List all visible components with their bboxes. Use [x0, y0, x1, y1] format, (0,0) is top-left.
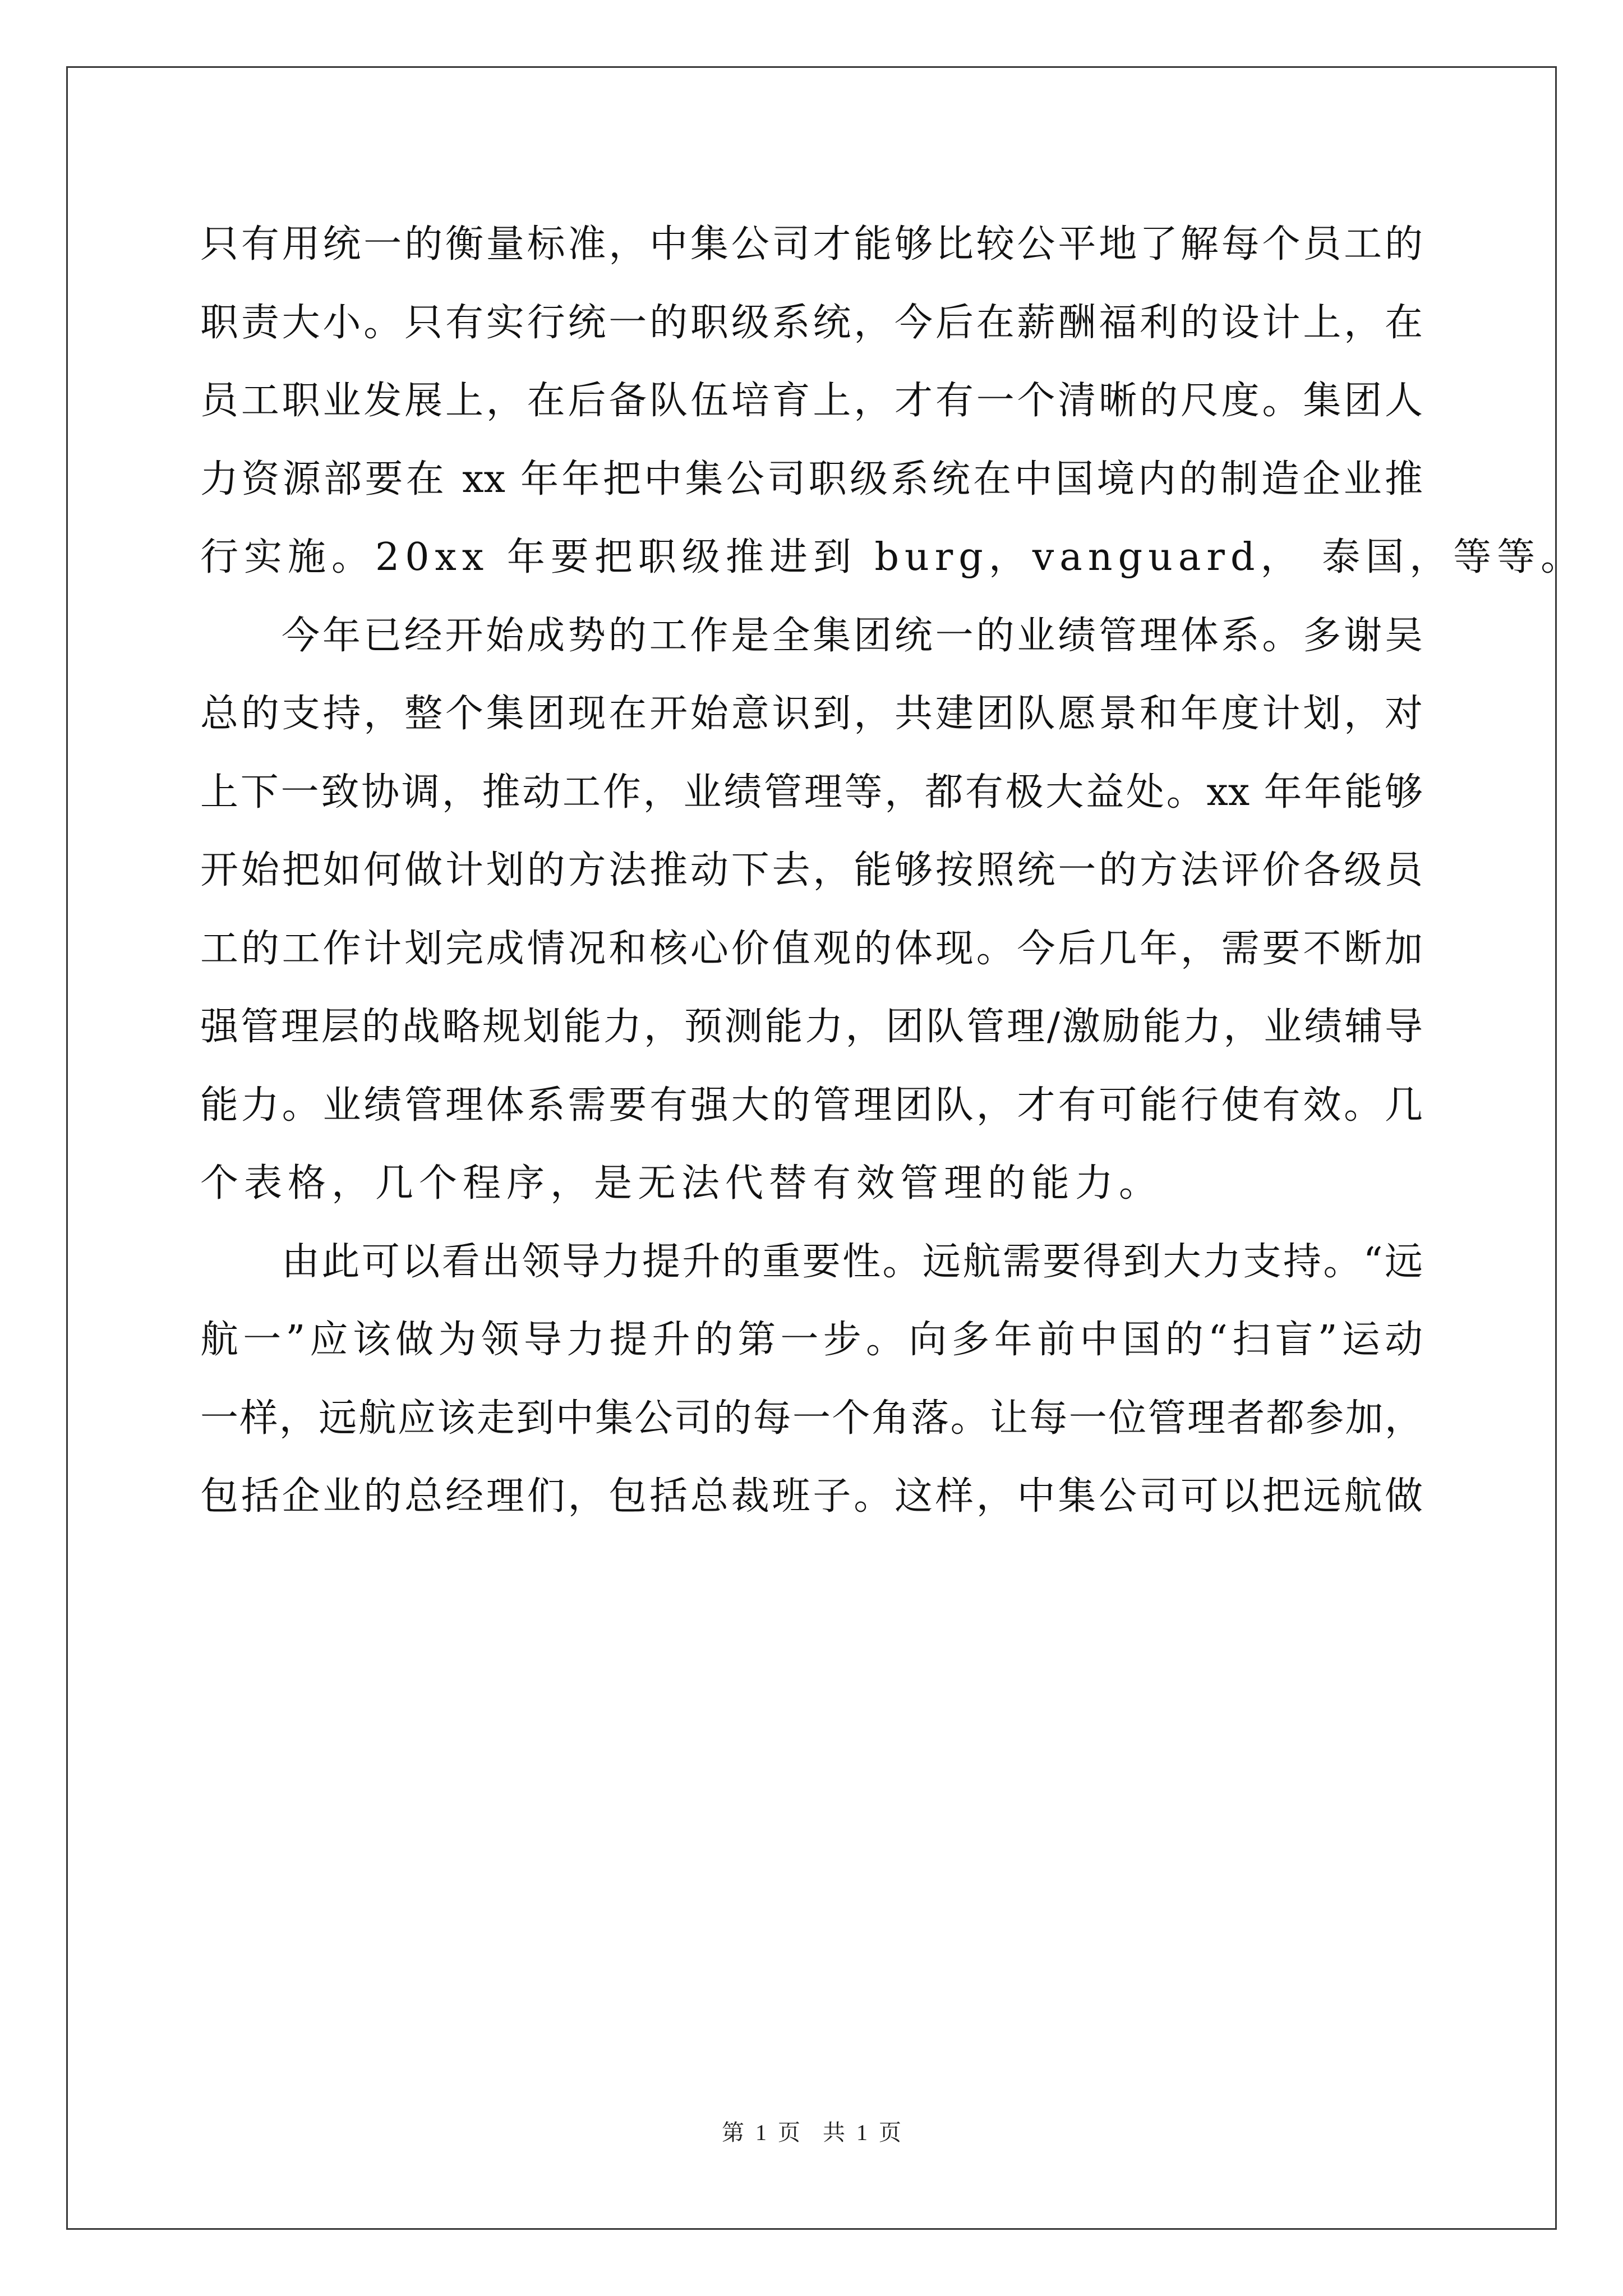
text-line: 能力。业绩管理体系需要有强大的管理团队，才有可能行使有效。几: [200, 1083, 1423, 1128]
text-line: 上下一致协调，推动工作，业绩管理等，都有极大益处。xx 年年能够: [200, 770, 1423, 815]
paragraph-first-line: 今年已经开始成势的工作是全集团统一的业绩管理体系。多谢吴: [282, 614, 1423, 658]
text-line: 行实施。20xx 年要把职级推进到 burg，vanguard， 泰国，等等。: [200, 535, 1585, 579]
text-line: 航一”应该做为领导力提升的第一步。向多年前中国的“扫盲”运动: [200, 1318, 1423, 1362]
text-line: 只有用统一的衡量标准，中集公司才能够比较公平地了解每个员工的: [200, 222, 1423, 266]
text-line: 总的支持，整个集团现在开始意识到，共建团队愿景和年度计划，对: [200, 692, 1423, 736]
text-line: 开始把如何做计划的方法推动下去，能够按照统一的方法评价各级员: [200, 848, 1423, 892]
paragraph-first-line: 由此可以看出领导力提升的重要性。远航需要得到大力支持。“远: [282, 1240, 1423, 1284]
text-line: 员工职业发展上，在后备队伍培育上，才有一个清晰的尺度。集团人: [200, 379, 1423, 423]
page-footer: 第 1 页 共 1 页: [722, 2120, 901, 2145]
text-line: 强管理层的战略规划能力，预测能力，团队管理/激励能力，业绩辅导: [200, 1005, 1423, 1049]
text-line: 包括企业的总经理们，包括总裁班子。这样，中集公司可以把远航做: [200, 1474, 1423, 1519]
text-line: 力资源部要在 xx 年年把中集公司职级系统在中国境内的制造企业推: [200, 457, 1423, 501]
text-line: 职责大小。只有实行统一的职级系统，今后在薪酬福利的设计上，在: [200, 301, 1423, 345]
text-line: 工的工作计划完成情况和核心价值观的体现。今后几年，需要不断加: [200, 927, 1423, 971]
text-line: 一样，远航应该走到中集公司的每一个角落。让每一位管理者都参加，: [200, 1396, 1423, 1441]
text-line: 个表格，几个程序，是无法代替有效管理的能力。: [200, 1161, 1163, 1205]
